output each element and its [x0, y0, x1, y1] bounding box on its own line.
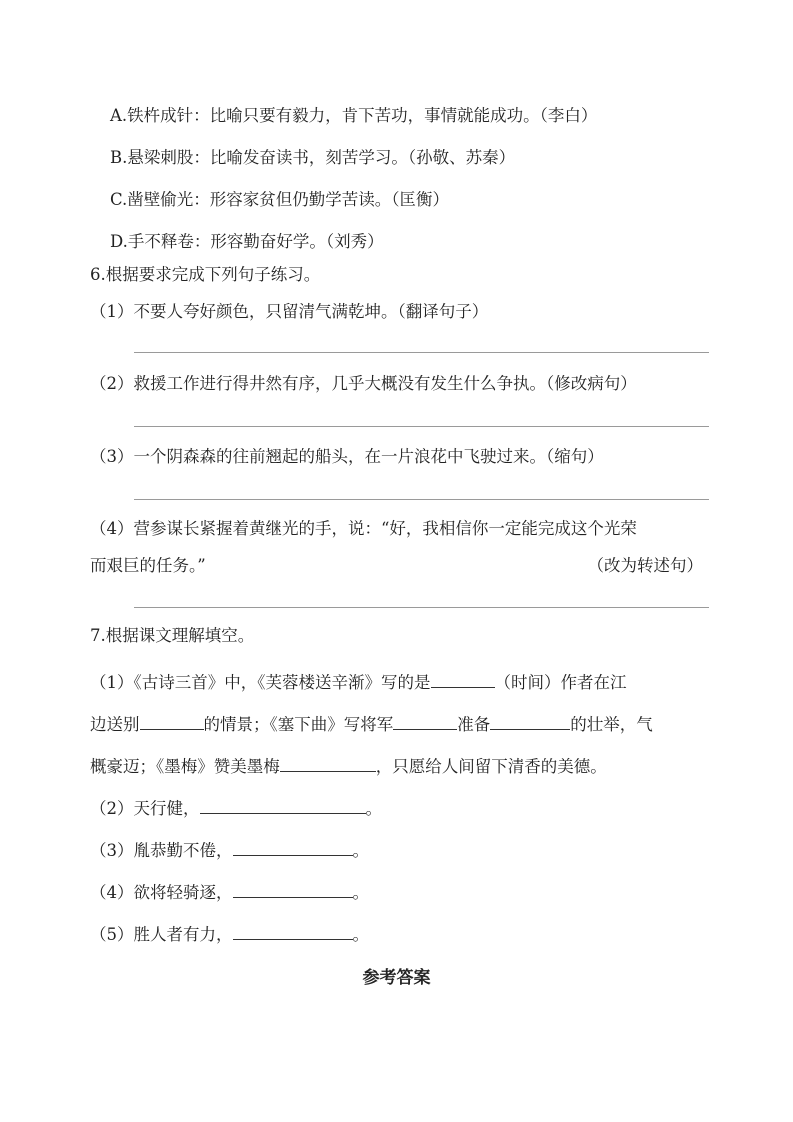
q6-item-1: （1）不要人夸好颜色，只留清气满乾坤。（翻译句子）: [90, 302, 489, 321]
q7-item-4: [90, 883, 369, 903]
answer-line-4[interactable]: [134, 607, 709, 608]
q7-p1-text-c: 边送别: [90, 715, 140, 734]
q7-item-5: [90, 925, 369, 945]
fill-blank-prepare[interactable]: [490, 715, 570, 730]
q7-p1-text-g: 概豪迈；《墨梅》赞美墨梅: [90, 757, 280, 776]
answer-line-1[interactable]: [134, 352, 709, 353]
q6-item-3: （3）一个阴森森的往前翘起的船头，在一片浪花中飞驶过来。（缩句）: [90, 447, 604, 466]
q6-item-4-note: （改为转述句）: [587, 556, 703, 575]
q7-item-2: [90, 799, 382, 819]
answer-line-3[interactable]: [134, 499, 709, 500]
answer-heading: 参考答案: [362, 968, 431, 988]
q7-item-2-suffix: 。: [365, 799, 382, 818]
option-b: B.悬梁刺股：比喻发奋读书，刻苦学习。（孙敬、苏秦）: [110, 148, 516, 167]
fill-blank-plum[interactable]: [280, 757, 376, 772]
fill-blank-general[interactable]: [393, 715, 457, 730]
option-a: A.铁杵成针：比喻只要有毅力，肯下苦功，事情就能成功。（李白）: [110, 106, 598, 125]
q7-p1-text-f: 的壮举，气: [570, 715, 653, 734]
q7-item-3-prefix: （3）胤恭勤不倦，: [90, 841, 233, 860]
option-d: D.手不释卷：形容勤奋好学。（刘秀）: [110, 232, 384, 251]
fill-blank-2[interactable]: [200, 799, 366, 814]
q7-item-2-prefix: （2）天行健，: [90, 799, 200, 818]
q7-item-5-prefix: （5）胜人者有力，: [90, 925, 233, 944]
fill-blank-3[interactable]: [233, 841, 353, 856]
q7-p1-line3: [90, 757, 607, 777]
q7-p1-line1: [90, 673, 627, 693]
fill-blank-farewell[interactable]: [140, 715, 204, 730]
q7-p1-line2: [90, 715, 653, 735]
option-c: C.凿壁偷光：形容家贫但仍勤学苦读。（匡衡）: [110, 190, 450, 209]
q7-item-3-suffix: 。: [352, 841, 369, 860]
q7-p1-text-d: 的情景；《塞下曲》写将军: [203, 715, 394, 734]
fill-blank-4[interactable]: [233, 883, 353, 898]
q7-title: 7.根据课文理解填空。: [90, 626, 255, 645]
q7-item-3: [90, 841, 369, 861]
q6-item-2: （2）救援工作进行得井然有序，几乎大概没有发生什么争执。（修改病句）: [90, 374, 637, 393]
fill-blank-5[interactable]: [233, 925, 353, 940]
q7-p1-text-e: 准备: [457, 715, 491, 734]
q7-item-4-prefix: （4）欲将轻骑逐，: [90, 883, 233, 902]
q6-title: 6.根据要求完成下列句子练习。: [90, 265, 321, 284]
q6-item-4: （4）营参谋长紧握着黄继光的手，说：“好，我相信你一定能完成这个光荣: [90, 519, 637, 538]
q7-item-5-suffix: 。: [352, 925, 369, 944]
q7-item-4-suffix: 。: [352, 883, 369, 902]
q7-p1-text-h: ，只愿给人间留下清香的美德。: [375, 757, 607, 776]
q7-p1-text-b: （时间）作者在江: [494, 673, 627, 692]
q7-p1-text-a: （1）《古诗三首》中，《芙蓉楼送辛渐》写的是: [90, 673, 431, 692]
answer-line-2[interactable]: [134, 426, 709, 427]
q6-item-4-cont: 而艰巨的任务。”: [90, 556, 206, 575]
fill-blank-time[interactable]: [431, 673, 495, 688]
